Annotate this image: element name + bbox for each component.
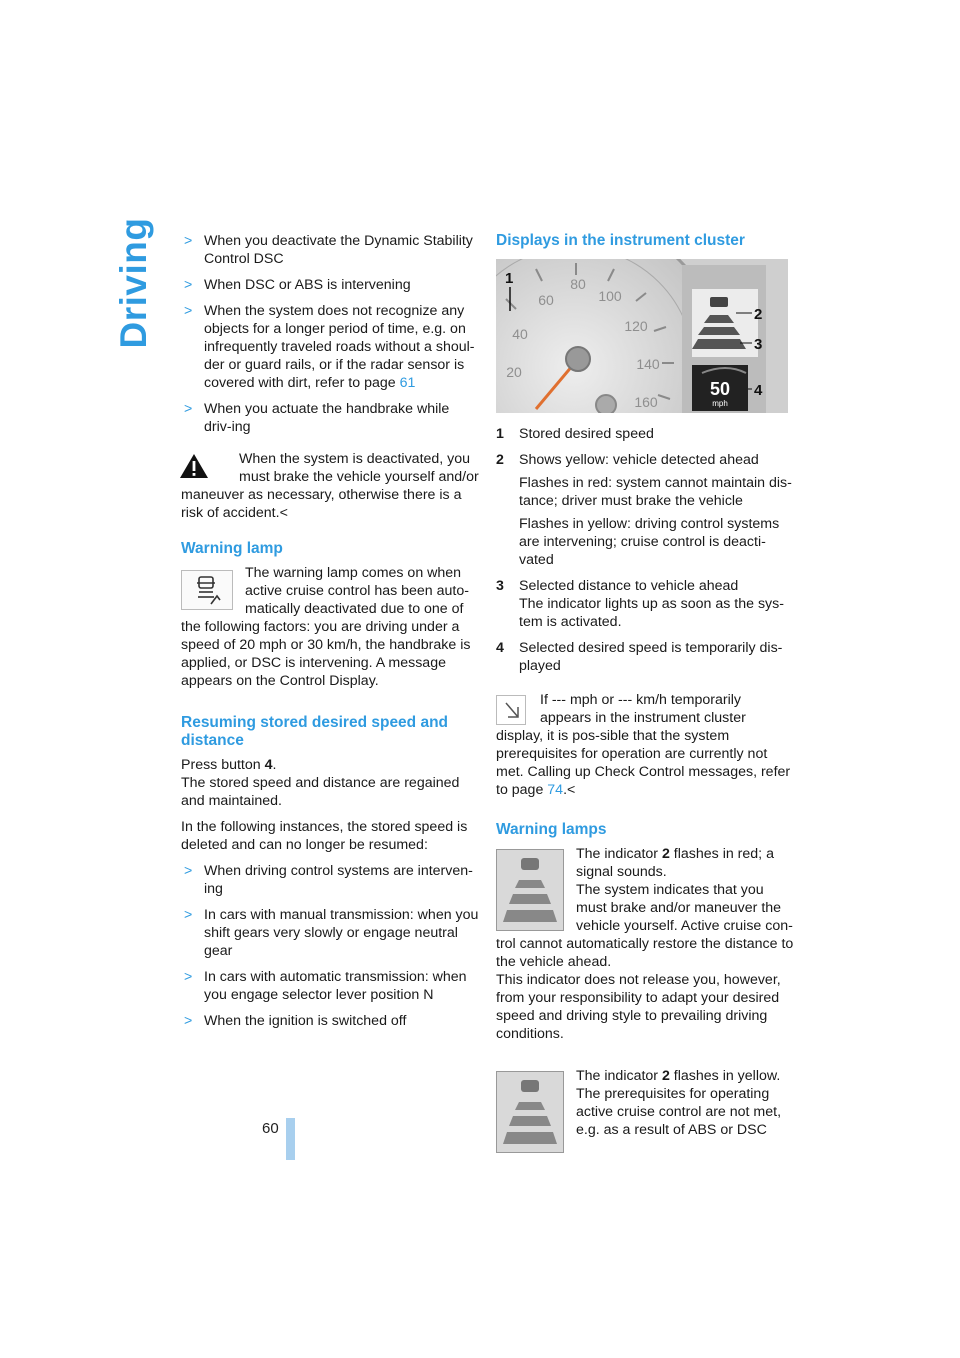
list-item: > When DSC or ABS is intervening (184, 277, 411, 293)
list-item: > In cars with automatic transmission: when you engage selector lever position N (184, 969, 467, 1003)
cruise-control-warning-lamp-icon (181, 570, 233, 610)
section-tab-label: Driving (113, 217, 154, 349)
distance-indicator-red-icon (496, 849, 564, 931)
callout-label: 1 (505, 270, 514, 287)
lamp-red-paragraph: The indicator 2 flashes in red; a signal sounds. The system indicates that you must brake and/or maneuver the vehicle yourself. Active cruise con-trol cannot automatically restore the distance to the vehicle ahead. This indicator does not release you, however, from your responsibility to adapt your desired speed and driving style to prevailing driving conditions. (496, 846, 794, 1042)
warning-triangle-icon (179, 452, 209, 480)
resume-heading: Resuming stored desired speed and distance (181, 714, 449, 749)
dial-number: 100 (598, 288, 622, 304)
displays-heading: Displays in the instrument cluster (496, 232, 745, 249)
callout-label: 3 (754, 336, 763, 353)
list-item: > When the ignition is switched off (184, 1013, 407, 1029)
page-number-bar (286, 1118, 295, 1160)
note-arrow-icon (496, 695, 526, 725)
lamp-yellow-paragraph: The indicator 2 flashes in yellow. The prerequisites for operating active cruise control are not met, e.g. as a result of ABS or DSC (496, 1067, 794, 1139)
page-number: 60 (262, 1120, 279, 1137)
dial-number: 80 (570, 276, 586, 292)
deleted-intro: In the following instances, the stored speed is deleted and can no longer be resumed: (181, 819, 468, 853)
list-item: > When you actuate the handbrake while driv-ing (184, 401, 450, 435)
page-link-74[interactable]: 74 (547, 782, 564, 798)
warning-lamps-heading: Warning lamps (496, 821, 607, 838)
dial-number: 20 (506, 364, 522, 380)
list-item: 4 Selected desired speed is temporarily dis-played (496, 640, 783, 674)
instrument-cluster-image (496, 259, 788, 413)
list-item: > When you deactivate the Dynamic Stability Control DSC (184, 233, 473, 267)
distance-indicator-yellow-icon (496, 1071, 564, 1153)
press-button-text: Press button 4. (181, 757, 277, 773)
right-column (496, 232, 794, 1157)
cluster-speed-unit: mph (712, 399, 728, 408)
list-item: > When driving control systems are interven-ing (184, 863, 473, 897)
dial-number: 120 (624, 318, 648, 334)
page-link-61[interactable]: 61 (399, 375, 416, 391)
callout-label: 2 (754, 306, 763, 323)
dial-number: 40 (512, 326, 528, 342)
section-tab (112, 218, 156, 348)
dial-number: 140 (636, 356, 660, 372)
callout-label: 4 (754, 382, 763, 399)
dial-number: 160 (634, 394, 658, 410)
regained-text: The stored speed and distance are regained and maintained. (181, 775, 460, 809)
cluster-speed-value: 50 (709, 379, 731, 399)
list-item: 1 Stored desired speed (496, 426, 654, 442)
dial-number: 60 (538, 292, 554, 308)
caution-note: When the system is deactivated, you must brake the vehicle yourself and/or maneuver as necessary, otherwise there is a risk of accident.< (181, 451, 479, 521)
hint-note: If --- mph or --- km/h temporarily appears in the instrument cluster display, it is pos-sible that the system prerequisites for operation are currently not met. Calling up Check Control messages, refer to page 74.< (496, 692, 791, 798)
left-column (181, 232, 479, 1038)
list-item: 3 Selected distance to vehicle ahead The indicator lights up as soon as the sys-tem is activated. (496, 578, 784, 630)
list-item: > When the system does not recognize any objects for a longer period of time, e.g. on infrequently traveled roads without a shoul-der or guard rails, or if the radar sensor is covered with dirt, refer to page 61 (184, 303, 475, 391)
warning-lamp-heading: Warning lamp (181, 540, 283, 557)
list-item: > In cars with manual transmission: when you shift gears very slowly or engage neutral gear (184, 907, 479, 959)
list-item: 2 Shows yellow: vehicle detected ahead Flashes in red: system cannot maintain dis-tance; driver must brake the vehicle Flashes in yellow: driving control systems are intervening; cruise control is deacti-vated (496, 452, 792, 568)
warning-lamp-paragraph: The warning lamp comes on when active cruise control has been auto-matically deactivated due to one of the following factors: you are driving under a speed of 20 mph or 30 km/h, the handbrake is applied, or DSC is intervening. A message appears on the Control Display. (181, 565, 471, 689)
